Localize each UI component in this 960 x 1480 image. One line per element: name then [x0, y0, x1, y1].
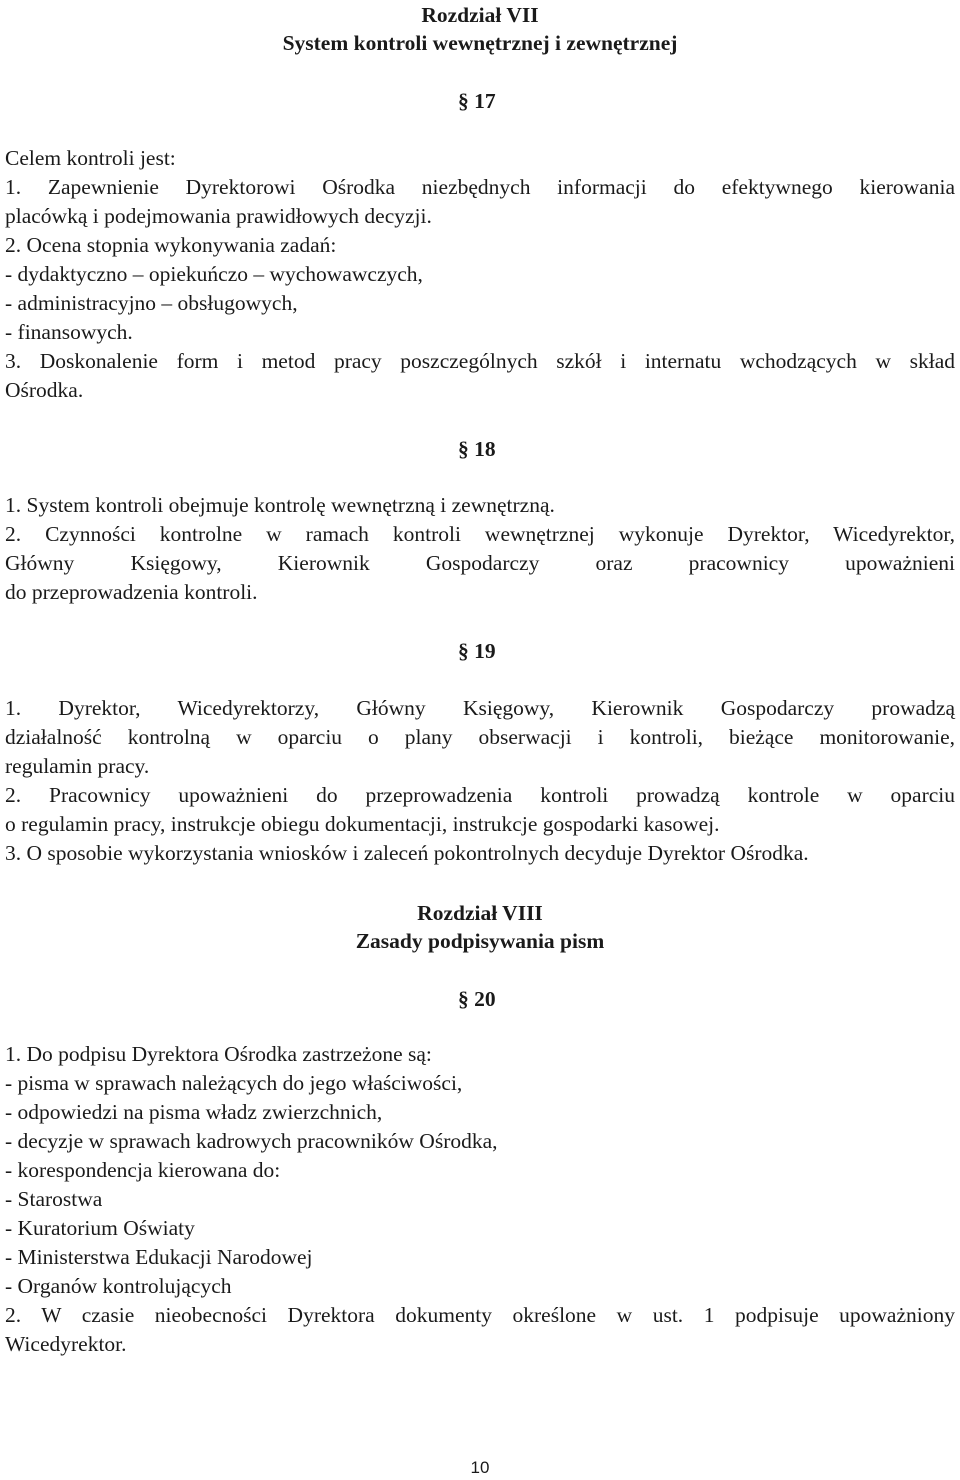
section-number: § 20: [458, 987, 496, 1011]
chapter-subtitle: Zasady podpisywania pism: [355, 929, 605, 953]
paragraph-line: do przeprowadzenia kontroli.: [5, 580, 258, 604]
paragraph-line: 2. Ocena stopnia wykonywania zadań:: [5, 233, 337, 257]
paragraph-line: 1. Dyrektor, Wicedyrektorzy, Główny Księgowy, Kierownik Gospodarczy prowadzą: [5, 696, 955, 720]
paragraph-line: placówką i podejmowania prawidłowych decyzji.: [5, 204, 432, 228]
paragraph-line: 1. Do podpisu Dyrektora Ośrodka zastrzeżone są:: [5, 1042, 432, 1066]
paragraph-line: regulamin pracy.: [5, 754, 150, 778]
paragraph-line: działalność kontrolną w oparciu o plany obserwacji i kontroli, bieżące monitorowanie,: [5, 725, 955, 749]
paragraph-line: - odpowiedzi na pisma władz zwierzchnich,: [5, 1100, 383, 1124]
paragraph-line: - korespondencja kierowana do:: [5, 1158, 281, 1182]
chapter-title: Rozdział VIII: [417, 901, 543, 925]
paragraph-line: 1. System kontroli obejmuje kontrolę wewnętrzną i zewnętrzną.: [5, 493, 555, 517]
chapter-title: Rozdział VII: [421, 3, 539, 27]
paragraph-line: - pisma w sprawach należących do jego właściwości,: [5, 1071, 463, 1095]
paragraph-line: Celem kontroli jest:: [5, 146, 176, 170]
paragraph-line: 2. W czasie nieobecności Dyrektora dokumenty określone w ust. 1 podpisuje upoważniony: [5, 1303, 955, 1327]
paragraph-line: - dydaktyczno – opiekuńczo – wychowawczych,: [5, 262, 423, 286]
paragraph-line: 3. Doskonalenie form i metod pracy poszczególnych szkół i internatu wchodzących w skład: [5, 349, 955, 373]
paragraph-line: 1. Zapewnienie Dyrektorowi Ośrodka niezbędnych informacji do efektywnego kierowania: [5, 175, 955, 199]
section-number: § 17: [458, 89, 496, 113]
paragraph-line: Wicedyrektor.: [5, 1332, 127, 1356]
paragraph-line: 3. O sposobie wykorzystania wniosków i zaleceń pokontrolnych decyduje Dyrektor Ośrodka.: [5, 841, 809, 865]
paragraph-line: - Ministerstwa Edukacji Narodowej: [5, 1245, 313, 1269]
page-number: 10: [470, 1458, 490, 1477]
paragraph-line: o regulamin pracy, instrukcje obiegu dokumentacji, instrukcje gospodarki kasowej.: [5, 812, 720, 836]
paragraph-line: - finansowych.: [5, 320, 133, 344]
section-number: § 18: [458, 437, 496, 461]
paragraph-line: 2. Pracownicy upoważnieni do przeprowadzenia kontroli prowadzą kontrole w oparciu: [5, 783, 955, 807]
paragraph-line: 2. Czynności kontrolne w ramach kontroli wewnętrznej wykonuje Dyrektor, Wicedyrektor,: [5, 522, 955, 546]
paragraph-line: Główny Księgowy, Kierownik Gospodarczy oraz pracownicy upoważnieni: [5, 551, 955, 575]
paragraph-line: - decyzje w sprawach kadrowych pracowników Ośrodka,: [5, 1129, 498, 1153]
paragraph-line: - administracyjno – obsługowych,: [5, 291, 298, 315]
paragraph-line: - Organów kontrolujących: [5, 1274, 232, 1298]
section-number: § 19: [458, 639, 496, 663]
paragraph-line: - Starostwa: [5, 1187, 103, 1211]
paragraph-line: Ośrodka.: [5, 378, 84, 402]
chapter-subtitle: System kontroli wewnętrznej i zewnętrznej: [282, 31, 678, 55]
paragraph-line: - Kuratorium Oświaty: [5, 1216, 195, 1240]
